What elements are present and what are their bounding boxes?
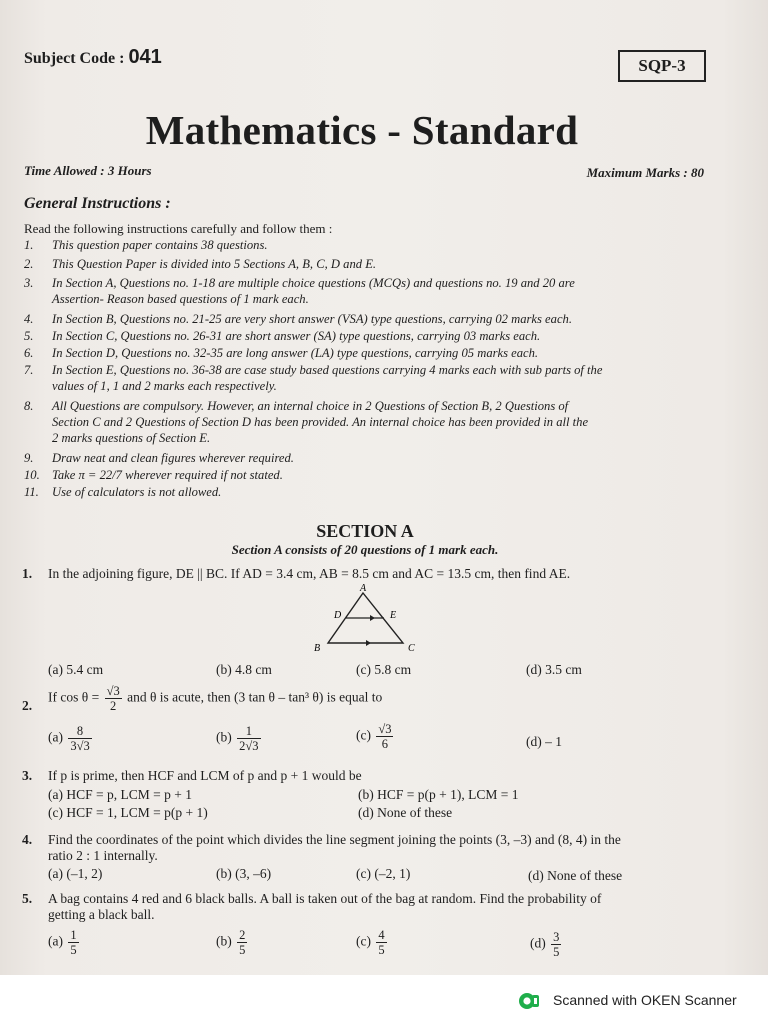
question-number: 3.: [22, 768, 33, 783]
option-d: (d) None of these: [358, 805, 453, 820]
instruction-text: Use of calculators is not allowed.: [52, 485, 222, 499]
fraction: [376, 722, 393, 751]
fraction-numerator: 4: [378, 928, 385, 942]
fraction-denominator: 3√3: [70, 739, 90, 753]
option-a: (a) (–1, 2): [48, 866, 103, 881]
instruction-number: 10.: [24, 468, 40, 482]
fraction-numerator: 1: [70, 928, 77, 942]
section-title: SECTION A: [316, 521, 414, 541]
question-number: 1.: [22, 566, 33, 581]
instruction-number: 5.: [24, 329, 34, 343]
question-text: In the adjoining figure, DE || BC. If AD = 3.4 cm, AB = 8.5 cm and AC = 13.5 cm, then find AE.: [48, 566, 571, 581]
option-c: [356, 928, 389, 957]
question-number: 4.: [22, 832, 33, 847]
scanner-watermark-text: Scanned with OKEN Scanner: [553, 992, 737, 1008]
question-number: 2.: [22, 698, 33, 713]
question-text-part: and θ is acute, then (3 tan θ – tan³ θ) is equal to: [127, 689, 383, 705]
option-d: [526, 734, 562, 750]
option-d: (d) 3.5 cm: [526, 662, 582, 677]
question-text: [48, 684, 382, 713]
option-a: [48, 928, 81, 957]
instruction-number: 8.: [24, 399, 34, 413]
subject-code: [24, 46, 162, 69]
fraction: [237, 928, 247, 957]
triangle-figure: [308, 583, 428, 655]
option-d: (d) None of these: [528, 868, 623, 883]
option-a: [48, 724, 94, 753]
instructions-intro: Read the following instructions carefully and follow them :: [24, 221, 333, 236]
time-allowed: Time Allowed : 3 Hours: [24, 163, 152, 178]
instruction-text: This Question Paper is divided into 5 Sections A, B, C, D and E.: [52, 257, 377, 271]
option-b: [216, 724, 263, 753]
fraction-denominator: 2√3: [239, 739, 259, 753]
option-c: (c) 5.8 cm: [356, 662, 412, 677]
oken-scanner-logo-icon: [518, 991, 540, 1011]
subject-code-value: 041: [128, 46, 162, 68]
fraction-denominator: 6: [381, 737, 389, 751]
instruction-number: 4.: [24, 312, 34, 326]
fraction: [237, 724, 260, 753]
instruction-text: Take π = 22/7 wherever required if not stated.: [52, 468, 283, 482]
fraction: [68, 928, 78, 957]
option-b: [216, 928, 249, 957]
question-text: ratio 2 : 1 internally.: [48, 848, 158, 863]
option-label: (d): [526, 734, 542, 749]
maximum-marks: Maximum Marks : 80: [586, 165, 704, 180]
option-value: – 1: [545, 734, 562, 749]
instruction-number: 7.: [24, 363, 34, 377]
instruction-text: values of 1, 1 and 2 marks each respectively.: [52, 379, 277, 393]
fraction: [376, 928, 386, 957]
fraction-numerator: √3: [378, 722, 392, 736]
option-a: (a) 5.4 cm: [48, 662, 104, 677]
instruction-text: Draw neat and clean figures wherever required.: [52, 451, 294, 465]
vertex-label-e: E: [390, 610, 397, 621]
fraction-numerator: 1: [237, 724, 260, 739]
instruction-number: 2.: [24, 257, 34, 271]
instruction-text: This question paper contains 38 questions.: [52, 238, 268, 252]
option-c: (c) (–2, 1): [356, 866, 411, 881]
option-a: (a) HCF = p, LCM = p + 1: [48, 787, 192, 802]
question-text: A bag contains 4 red and 6 black balls. A ball is taken out of the bag at random. Find the probability of: [48, 891, 602, 906]
fraction-denominator: 5: [553, 945, 560, 959]
section-subtitle: Section A consists of 20 questions of 1 mark each.: [231, 542, 499, 557]
fraction-denominator: 5: [378, 943, 385, 957]
instruction-text: In Section B, Questions no. 21-25 are very short answer (VSA) type questions, carrying 02 marks each.: [52, 312, 572, 326]
option-label: (a): [48, 933, 63, 949]
page-title: Mathematics - Standard: [145, 107, 579, 153]
instruction-number: 1.: [24, 238, 34, 252]
instructions-heading: General Instructions :: [24, 195, 171, 212]
instruction-text: In Section C, Questions no. 26-31 are short answer (SA) type questions, carrying 03 marks each.: [52, 329, 541, 343]
fraction-numerator: 2: [239, 928, 246, 942]
fraction-numerator: 8: [68, 724, 91, 739]
option-label: (c): [356, 727, 371, 743]
option-label: (b): [216, 933, 232, 949]
instruction-text: Assertion- Reason based questions of 1 mark each.: [52, 292, 309, 306]
vertex-label-c: C: [408, 643, 415, 654]
option-label: (c): [356, 933, 371, 949]
fraction-denominator: 5: [239, 943, 246, 957]
option-label: (d): [530, 935, 546, 951]
instruction-number: 3.: [24, 276, 34, 290]
instruction-text: In Section E, Questions no. 36-38 are case study based questions carrying 4 marks each with sub parts of the: [52, 363, 603, 377]
fraction-numerator: 3: [553, 930, 560, 944]
instruction-text: 2 marks questions of Section E.: [52, 431, 211, 445]
paper-tag: SQP-3: [618, 50, 706, 82]
option-c: (c) HCF = 1, LCM = p(p + 1): [48, 805, 208, 820]
option-b: (b) (3, –6): [216, 866, 272, 881]
instruction-text: In Section A, Questions no. 1-18 are multiple choice questions (MCQs) and questions no. 19 and 20 are: [52, 276, 575, 290]
instruction-text: In Section D, Questions no. 32-35 are long answer (LA) type questions, carrying 05 marks each.: [52, 346, 539, 360]
instruction-text: Section C and 2 Questions of Section D has been provided. An internal choice has been provided in all the: [52, 415, 589, 429]
option-b: (b) 4.8 cm: [216, 662, 272, 677]
fraction: [551, 930, 561, 959]
option-label: (a): [48, 729, 63, 745]
vertex-label-b: B: [314, 643, 321, 654]
fraction-numerator: √3: [106, 684, 120, 698]
subject-code-label: Subject Code :: [24, 50, 125, 67]
instruction-number: 6.: [24, 346, 34, 360]
vertex-label-a: A: [360, 583, 367, 594]
vertex-label-d: D: [334, 610, 342, 621]
question-text-part: If cos θ =: [48, 689, 100, 705]
option-d: [530, 930, 563, 959]
option-label: (b): [216, 729, 232, 745]
instruction-number: 9.: [24, 451, 34, 465]
option-b: (b) HCF = p(p + 1), LCM = 1: [358, 787, 519, 802]
question-text: If p is prime, then HCF and LCM of p and p + 1 would be: [48, 768, 362, 783]
fraction: [68, 724, 91, 753]
question-text: Find the coordinates of the point which divides the line segment joining the points (3, –3) and (8, 4) in the: [48, 832, 621, 847]
question-number: 5.: [22, 891, 33, 906]
fraction: [105, 684, 122, 713]
option-c: [356, 722, 395, 751]
question-text: getting a black ball.: [48, 907, 155, 922]
instruction-text: All Questions are compulsory. However, an internal choice in 2 Questions of Section B, 2 Questions of: [52, 399, 569, 413]
fraction-denominator: 5: [70, 943, 77, 957]
instruction-number: 11.: [24, 485, 39, 499]
fraction-denominator: 2: [110, 699, 117, 713]
